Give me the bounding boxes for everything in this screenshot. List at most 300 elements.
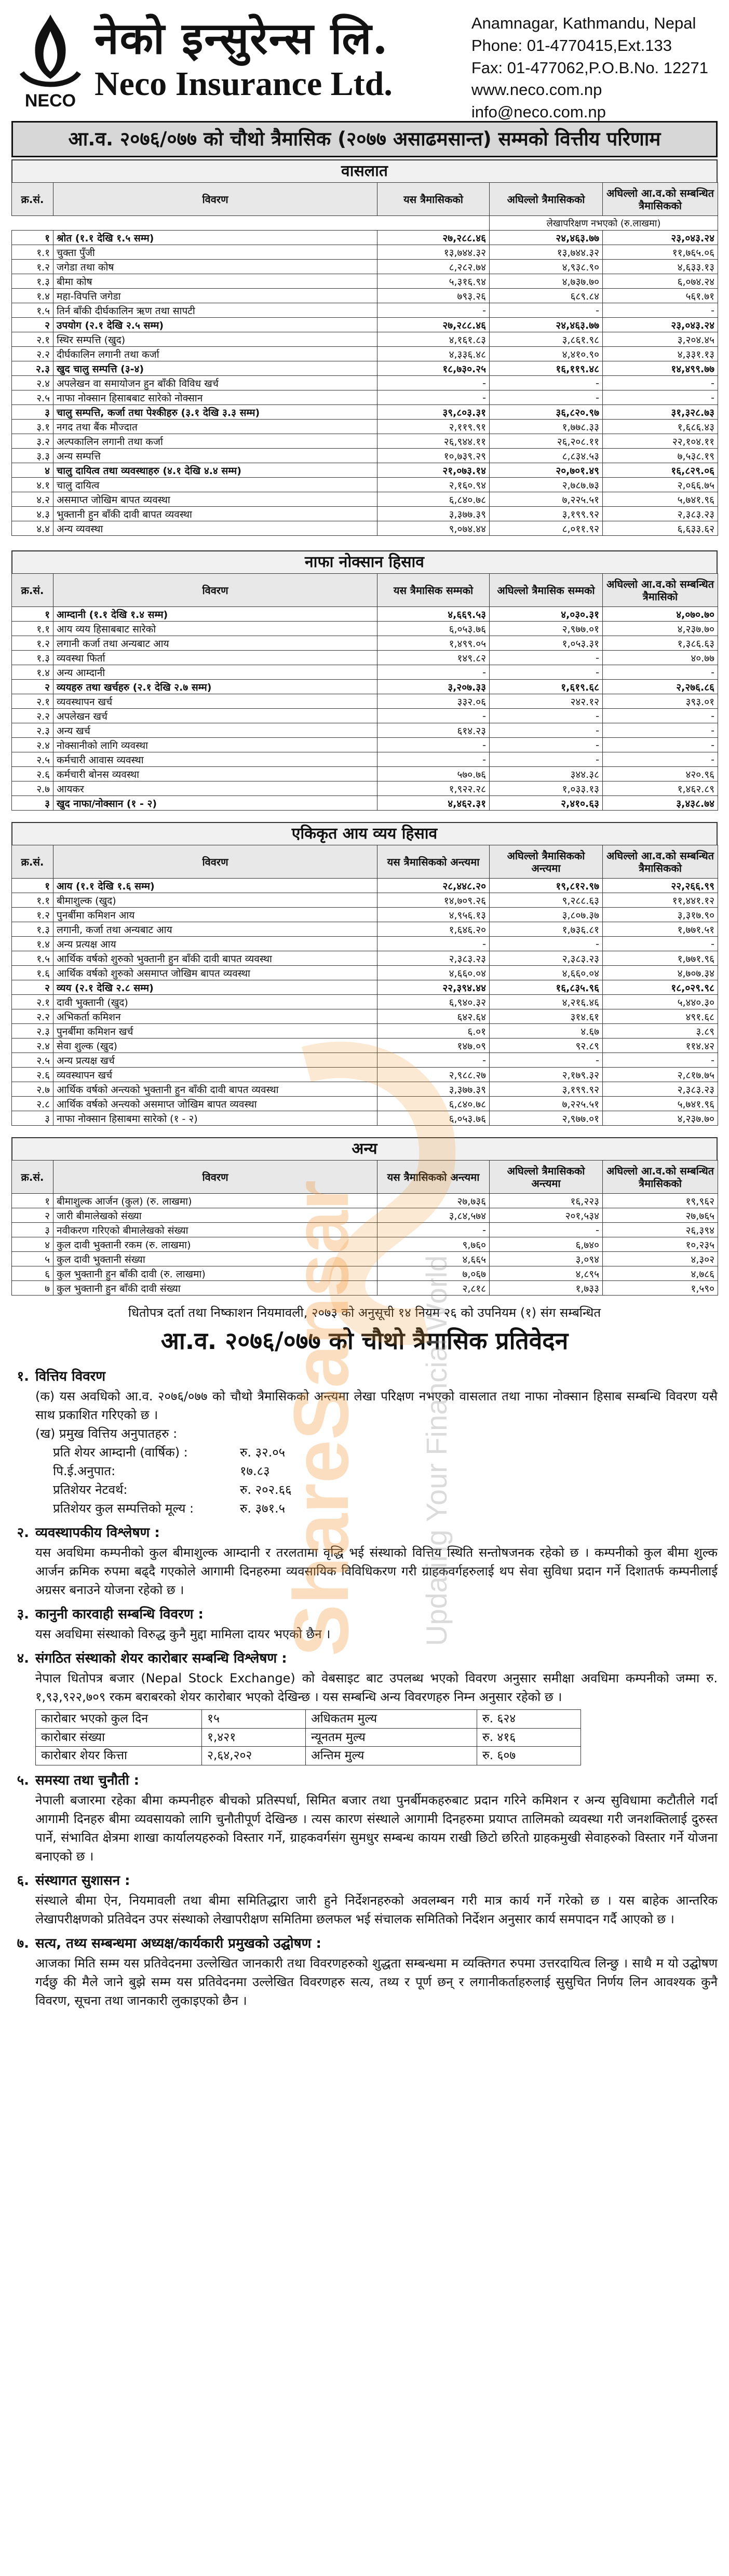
pl-body	[12, 607, 718, 811]
cell-d: अपलेखन वा समायोजन हुन बाँकी विविध खर्च	[53, 376, 377, 390]
table-row	[12, 245, 718, 260]
cell-c: -	[603, 390, 718, 405]
cell-b: २,१७९.३२	[490, 1068, 603, 1082]
table-row	[12, 723, 718, 738]
cell-a: २७,७३६	[377, 1194, 490, 1208]
table-row	[12, 449, 718, 463]
table-row	[12, 1111, 718, 1126]
cell-c: ४,६३३.१३	[603, 260, 718, 274]
table-row	[12, 463, 718, 478]
cell-a: २७,२८८.४६	[377, 318, 490, 332]
cell-c: -	[603, 376, 718, 390]
section-1-para-b: (ख) प्रमुख वित्तिय अनुपातहरु :	[35, 1426, 178, 1441]
cell-c: ७,५३८.१९	[603, 449, 718, 463]
cell-sn: १.४	[12, 665, 53, 680]
cell-b: ३४४.३८	[490, 767, 603, 781]
cell-sn: ३	[12, 1223, 53, 1237]
company-name-english: Neco Insurance Ltd.	[95, 65, 393, 103]
cell-a: २१,०७३.१४	[377, 463, 490, 478]
cell-a: १,४९९.०५	[377, 636, 490, 651]
cell-c: ५,४४०.३०	[603, 995, 718, 1009]
table-row	[12, 289, 718, 303]
ratio-row: प्रतिशेयर कुल सम्पत्तिको मूल्य : रु. ३७१.५	[53, 1501, 286, 1516]
cell-sn: २	[12, 680, 53, 694]
balance-unit: लेखापरिक्षण नभएको (रु.लाखमा)	[490, 216, 718, 231]
cell-a: २७,२८८.४६	[377, 231, 490, 245]
cell-sn: ७	[12, 1281, 53, 1296]
section-3-heading: ३. कानुनी कारवाही सम्बन्धि विवरण :	[17, 1607, 204, 1622]
pl-table	[11, 573, 718, 811]
table-row	[12, 665, 718, 680]
cell-a: ९,७६०	[377, 1237, 490, 1252]
cell-d: आय (१.१ देखि १.६ सम्म)	[53, 879, 377, 893]
cell-d: आम्दानी (१.१ देखि १.४ सम्म)	[53, 607, 377, 622]
cell-c: ४,२३७.७०	[603, 1111, 718, 1126]
cell-a: ५,३१६.९४	[377, 274, 490, 289]
cell-b: -	[490, 1223, 603, 1237]
cell-a: २,११९.९१	[377, 420, 490, 434]
cell-a: -	[377, 1223, 490, 1237]
cell-a: -	[377, 937, 490, 951]
cell-c: २७,७६५	[603, 1208, 718, 1223]
section-6-para: संस्थाले बीमा ऐन, नियमावली तथा बीमा समितिद्धारा जारी हुने निर्देशनहरुको अवलम्बन गरी मात्र कार्य गर्ने गरेको छ । यस बाहेक आन्तरिक लेखापरीक्षणको प्रतिवेदन उपर संस्थाको लेखापरीक्षण समितिमा छलफल भई संचालक समितिको निर्देशन अनुसार कार्य समपादन गर्दै आएको छ ।	[35, 1893, 718, 1926]
cell-d: नगद तथा बैंक मौज्दात	[53, 420, 377, 434]
trade-cell: कारोबार शेयर कित्ता	[36, 1747, 202, 1765]
cell-sn: २.५	[12, 1053, 53, 1068]
cell-a: ६,०५३.७६	[377, 1111, 490, 1126]
contact-email[interactable]: info@neco.com.np	[471, 103, 606, 122]
cell-c: १,५९०	[603, 1281, 718, 1296]
cell-sn: १	[12, 1194, 53, 1208]
share-trade-body	[36, 1710, 581, 1765]
section-4-heading: ४. संगठित संस्थाको शेयर कारोबार सम्बन्धि विश्लेषण :	[17, 1651, 287, 1666]
trade-cell: १५	[202, 1710, 306, 1729]
cell-sn: ६	[12, 1266, 53, 1281]
company-name-nepali: नेको इन्सुरेन्स लि.	[95, 12, 389, 64]
cell-b: २४२.१२	[490, 694, 603, 709]
cell-c: १०,२३५	[603, 1237, 718, 1252]
cell-a: -	[377, 390, 490, 405]
cell-sn: ४	[12, 463, 53, 478]
cell-d: चुक्ता पुँजी	[53, 245, 377, 260]
table-row	[12, 478, 718, 492]
trade-cell: रु. ६०७	[477, 1747, 581, 1765]
cell-a: ३९,८०३.३१	[377, 405, 490, 420]
cell-sn: ४	[12, 1237, 53, 1252]
cell-d: पुनर्बीमा कमिशन आय	[53, 908, 377, 922]
cell-a: १४९.८२	[377, 651, 490, 665]
cell-b: २,४१०.६३	[490, 796, 603, 811]
cell-d: चालु दायित्व	[53, 478, 377, 492]
cell-d: सेवा शुल्क (खुद)	[53, 1039, 377, 1053]
cell-b: १६,८३५.९६	[490, 980, 603, 995]
cell-a: १०,७३९.२९	[377, 449, 490, 463]
cell-d: चालु दायित्व तथा व्यवस्थाहरु (४.१ देखि ४.४ सम्म)	[53, 463, 377, 478]
cell-b: १६,२२३	[490, 1194, 603, 1208]
cell-b: १,६१९.६८	[490, 680, 603, 694]
cell-b: ३६,८२०.९७	[490, 405, 603, 420]
cell-b: ८,८३४.५३	[490, 449, 603, 463]
cell-b: २,७८७.७३	[490, 478, 603, 492]
cell-sn: १.३	[12, 651, 53, 665]
cell-b: -	[490, 738, 603, 752]
cell-b: ४,६६०.०४	[490, 966, 603, 980]
cell-d: व्यवस्थापन खर्च	[53, 1068, 377, 1082]
cell-c: २,०६६.७५	[603, 478, 718, 492]
cell-b: ३,८०७.३७	[490, 908, 603, 922]
contact-phone: Phone: 01-4770415,Ext.133	[471, 36, 672, 55]
cell-sn: २.२	[12, 1009, 53, 1024]
cell-b: २०१,५३४	[490, 1208, 603, 1223]
cell-sn: २.६	[12, 767, 53, 781]
trade-cell: १,४२१	[202, 1728, 306, 1747]
cell-sn: १.१	[12, 622, 53, 636]
cell-d: उपयोग (२.१ देखि २.५ सम्म)	[53, 318, 377, 332]
table-row	[12, 1223, 718, 1237]
section-5-heading: ५. समस्या तथा चुनौती :	[17, 1772, 140, 1788]
cell-c: २,३८३.२३	[603, 1082, 718, 1097]
cell-sn: २.४	[12, 738, 53, 752]
cell-sn: १	[12, 879, 53, 893]
cell-b: ४,०३०.३१	[490, 607, 603, 622]
cell-sn: १.३	[12, 274, 53, 289]
table-row	[12, 361, 718, 376]
cell-d: कुल दावी भुक्तानी संख्या	[53, 1252, 377, 1266]
cell-sn: ४.३	[12, 507, 53, 521]
cell-sn: २.८	[12, 1097, 53, 1111]
cell-c: १,७७१.५१	[603, 922, 718, 937]
cell-sn: ३	[12, 1111, 53, 1126]
cell-a: ४,४६२.३१	[377, 796, 490, 811]
table-row	[12, 781, 718, 796]
cell-sn: १.५	[12, 951, 53, 966]
cell-b: -	[490, 1053, 603, 1068]
cell-a: ४,६६०.०४	[377, 966, 490, 980]
cell-b: -	[490, 752, 603, 767]
cell-c: १६,८२९.०६	[603, 463, 718, 478]
cell-sn: २.१	[12, 995, 53, 1009]
cell-sn: १	[12, 607, 53, 622]
other-body	[12, 1194, 718, 1296]
cell-sn: १.१	[12, 245, 53, 260]
ie-col-header: अघिल्लो आ.व.को सम्बन्धित त्रैमासिकको	[603, 845, 718, 879]
table-row	[12, 1208, 718, 1223]
cell-b: ३,१९९.९२	[490, 507, 603, 521]
cell-a: २८,४४८.२०	[377, 879, 490, 893]
trade-cell: रु. ४१६	[477, 1728, 581, 1747]
cell-a: १८,७३०.२५	[377, 361, 490, 376]
cell-a: -	[377, 303, 490, 318]
cell-c: ४९१.६८	[603, 1009, 718, 1024]
cell-c: ४,३०२	[603, 1252, 718, 1266]
cell-sn: ३.३	[12, 449, 53, 463]
cell-c: ५६१.७१	[603, 289, 718, 303]
other-col-header: अघिल्लो त्रैमासिकको अन्त्यमा	[490, 1161, 603, 1194]
cell-b: ३,१९९.९२	[490, 1082, 603, 1097]
cell-d: आर्थिक वर्षको अन्त्यको असमाप्त जोखिम बापत व्यवस्था	[53, 1097, 377, 1111]
table-row	[12, 521, 718, 536]
table-row	[12, 1053, 718, 1068]
cell-c: १,६८६.४३	[603, 420, 718, 434]
section-1-heading: १. वित्तिय विवरण	[17, 1369, 106, 1384]
trade-cell: कारोबार संख्या	[36, 1728, 202, 1747]
cell-a: ६१४.२३	[377, 723, 490, 738]
cell-b: २६,२०८.११	[490, 434, 603, 449]
cell-c: -	[603, 1053, 718, 1068]
svg-text:ShareSansar: ShareSansar	[277, 1180, 365, 1656]
cell-d: पुनर्बीमा कमिशन खर्च	[53, 1024, 377, 1039]
balance-body	[12, 231, 718, 536]
table-row	[12, 879, 718, 893]
table-row	[12, 922, 718, 937]
table-row	[12, 709, 718, 723]
cell-d: आर्थिक वर्षको अन्त्यको भुक्तानी हुन बाँकी दावी बापत व्यवस्था	[53, 1082, 377, 1097]
table-row	[12, 260, 718, 274]
cell-sn: २.४	[12, 1039, 53, 1053]
cell-b: २४,४६३.७७	[490, 231, 603, 245]
section-7-para: आजका मिति सम्म यस प्रतिवेदनमा उल्लेखित जानकारी तथा विवरणहरुको शुद्धता सम्बन्धमा म व्यक्तिगत रुपमा उत्तरदायित्व लिन्छु । साथै म यो उद्घोषण गर्दछु की मैले जाने बुझे सम्म यस प्रतिवेदनमा उल्लेखित विवरणहरु सत्य, तथ्य र पूर्ण छन् र लगानीकर्ताहरुलाई सुसुचित निर्णय लिन आवश्यक कुनै विवरण, सूचना तथा जानकारी लुकाइएको छैन ।	[35, 1955, 718, 2008]
cell-sn: १.४	[12, 937, 53, 951]
cell-c: २६,३९४	[603, 1223, 718, 1237]
share-trade-table	[35, 1709, 581, 1765]
cell-a: ६४२.६४	[377, 1009, 490, 1024]
cell-b: ४,७३७.७०	[490, 274, 603, 289]
cell-c: २३,०४३.२४	[603, 318, 718, 332]
cell-b: ६,७४०	[490, 1237, 603, 1252]
contact-fax: Fax: 01-477062,P.O.B.No. 12271	[471, 58, 708, 77]
cell-d: अन्य व्यवस्था	[53, 521, 377, 536]
table-row	[12, 231, 718, 245]
cell-d: स्थिर सम्पत्ति (खुद)	[53, 332, 377, 347]
table-row	[12, 651, 718, 665]
cell-sn: १.२	[12, 260, 53, 274]
cell-sn: २.३	[12, 723, 53, 738]
cell-c: ६,०७४.२४	[603, 274, 718, 289]
balance-col-header: विवरण	[53, 183, 377, 216]
table-row	[12, 1039, 718, 1053]
table-row	[12, 908, 718, 922]
table-row	[12, 405, 718, 420]
cell-d: खुद नाफा/नोक्सान (१ - २)	[53, 796, 377, 811]
ie-header-row	[12, 845, 718, 879]
cell-c: -	[603, 709, 718, 723]
section-5-para: नेपाली बजारमा रहेका बीमा कम्पनीहरु बीचको प्रतिस्पर्धा, सिमित बजार तथा पुनर्बीमकहरुबाट प्रदान गरिने कमिशन र अन्य सुविधामा कटौतीले गर्दा आगामी दिनहरु बीमा व्यवसायको लागि चुनौतीपूर्ण देखिन्छ । त्यस कारण संस्थाले आगामी दिनहरुमा प्रयाप्त तालिमको व्यवस्था गरी जनशक्तिलाई दुरुस्त पार्ने, संभावित क्षेत्रमा शाखा कार्यालयहरुको विस्तार गर्ने, ग्राहकवर्गसंग सुमधुर सम्बन्ध कायम राखी छिटो छरितो ग्राहकमुखी सेवाहरुको विस्तार गर्ने योजना बनाएको छ ।	[35, 1792, 718, 1864]
cell-b: २०,७०१.४९	[490, 463, 603, 478]
cell-c: ४,७०७.३४	[603, 966, 718, 980]
table-row	[12, 980, 718, 995]
cell-d: कुल भुक्तानी हुन बाँकी दावी (रु. लाखमा)	[53, 1266, 377, 1281]
table-row	[12, 492, 718, 507]
cell-c: १,३८६.६३	[603, 636, 718, 651]
contact-address: Anamnagar, Kathmandu, Nepal	[471, 14, 696, 32]
section-1-para-a: (क) यस अवधिको आ.व. २०७६/०७७ को चौथो त्रैमासिकको अन्त्यमा लेखा परिक्षण नभएको वासलात तथा नाफा नोक्सान हिसाब सम्बन्धि विवरण यसै साथ प्रकाशित गरिएको छ ।	[35, 1389, 718, 1422]
cell-a: १,९२२.२८	[377, 781, 490, 796]
report-title: आ.व. २०७६/०७७ को चौथो त्रैमासिक प्रतिवेदन	[160, 1327, 569, 1355]
cell-sn: २	[12, 318, 53, 332]
cell-sn: ४.४	[12, 521, 53, 536]
cell-c: २२,१०४.११	[603, 434, 718, 449]
cell-c: ४,०७०.७०	[603, 607, 718, 622]
table-row	[12, 1266, 718, 1281]
trade-cell: २,६४,२०२	[202, 1747, 306, 1765]
table-row	[12, 1024, 718, 1039]
cell-sn: १.४	[12, 289, 53, 303]
table-row	[12, 303, 718, 318]
cell-sn: ३.१	[12, 420, 53, 434]
cell-d: नवीकरण गरिएको बीमालेखको संख्या	[53, 1223, 377, 1237]
ie-table	[11, 845, 718, 1126]
cell-sn: २.३	[12, 361, 53, 376]
cell-b: १,७७८.३३	[490, 420, 603, 434]
other-col-header: क्र.सं.	[12, 1161, 53, 1194]
cell-a: ४,६६९.५३	[377, 607, 490, 622]
cell-a: -	[377, 376, 490, 390]
cell-d: नाफा नोक्सान हिसाबमा सारेको (१ - २)	[53, 1111, 377, 1126]
cell-c: १९,९६२	[603, 1194, 718, 1208]
cell-c: २,२७६.८६	[603, 680, 718, 694]
cell-b: -	[490, 937, 603, 951]
other-header-row	[12, 1161, 718, 1194]
cell-b: -	[490, 665, 603, 680]
cell-d: चालु सम्पत्ति, कर्जा तथा पेश्कीहरु (३.१ देखि ३.३ सम्म)	[53, 405, 377, 420]
other-title: अन्य	[11, 1137, 718, 1160]
cell-a: ८,२८२.७४	[377, 260, 490, 274]
cell-d: अपलेखन खर्च	[53, 709, 377, 723]
cell-a: -	[377, 738, 490, 752]
cell-c: -	[603, 723, 718, 738]
cell-c: -	[603, 937, 718, 951]
cell-d: असमाप्त जोखिम बापत व्यवस्था	[53, 492, 377, 507]
cell-d: लगानी कर्जा तथा अन्यबाट आय	[53, 636, 377, 651]
pl-col-header: क्र.सं.	[12, 574, 53, 607]
cell-d: आयकर	[53, 781, 377, 796]
cell-d: लगानी, कर्जा तथा अन्यबाट आय	[53, 922, 377, 937]
cell-b: २,९७७.०१	[490, 1111, 603, 1126]
section-4-para: नेपाल धितोपत्र बजार (Nepal Stock Exchange) को वेबसाइट बाट उपलब्ध भएको विवरण अनुसार समीक्षा अवधिमा कम्पनीको जम्मा रु. १,९३,९२२,७०९ रकम बराबरको शेयर कारोबार भएको देखिन्छ । यस सम्बन्धि अन्य विवरणहरु निम्न अनुसार रहेको छ ।	[35, 1671, 718, 1704]
table-row	[12, 318, 718, 332]
cell-b: ६८९.८४	[490, 289, 603, 303]
cell-a: ३३२.०६	[377, 694, 490, 709]
cell-a: ७,०६७	[377, 1266, 490, 1281]
table-row	[12, 376, 718, 390]
table-row	[12, 738, 718, 752]
cell-sn: २	[12, 1208, 53, 1223]
table-row	[12, 1097, 718, 1111]
table-row	[12, 1068, 718, 1082]
ie-col-header: यस त्रैमासिकको अन्त्यमा	[377, 845, 490, 879]
trade-cell: रु. ६२४	[477, 1710, 581, 1729]
cell-b: ९,२८८.६३	[490, 893, 603, 908]
cell-a: ३,२०७.३३	[377, 680, 490, 694]
cell-sn: २.५	[12, 752, 53, 767]
cell-c: ३.८९	[603, 1024, 718, 1039]
cell-d: अन्य खर्च	[53, 723, 377, 738]
cell-c: ३,३१७.९०	[603, 908, 718, 922]
cell-b: -	[490, 651, 603, 665]
contact-block	[471, 12, 708, 124]
pl-col-header: यस त्रैमासिक सम्मको	[377, 574, 490, 607]
balance-header-row	[12, 183, 718, 216]
cell-a: १३,७४४.३२	[377, 245, 490, 260]
table-row	[12, 680, 718, 694]
cell-d: श्रोत (१.१ देखि १.५ सम्म)	[53, 231, 377, 245]
ie-col-header: विवरण	[53, 845, 377, 879]
cell-b: ९२.८९	[490, 1039, 603, 1053]
cell-c: -	[603, 665, 718, 680]
cell-a: २२,३९४.४४	[377, 980, 490, 995]
cell-a: ६,०५३.७६	[377, 622, 490, 636]
ie-col-header: अघिल्लो त्रैमासिकको अन्त्यमा	[490, 845, 603, 879]
contact-website[interactable]: www.neco.com.np	[471, 80, 602, 99]
ratio-row: पि.ई.अनुपात: १७.८३	[53, 1464, 270, 1478]
cell-d: नाफा नोक्सान हिसाबबाट सारेको नोक्सान	[53, 390, 377, 405]
cell-b: ४,८९५	[490, 1266, 603, 1281]
cell-a: -	[377, 665, 490, 680]
cell-d: व्यवस्था फिर्ता	[53, 651, 377, 665]
balance-title: वासलात	[11, 159, 718, 182]
cell-a: ३,८४,५७४	[377, 1208, 490, 1223]
cell-a: ४,६६५	[377, 1252, 490, 1266]
section-6-heading: ६. संस्थागत सुशासन :	[17, 1872, 130, 1889]
cell-b: -	[490, 376, 603, 390]
cell-a: ६,८४०.७८	[377, 1097, 490, 1111]
cell-c: १,७७१.९६	[603, 951, 718, 966]
table-row	[12, 1194, 718, 1208]
table-row	[36, 1747, 581, 1765]
cell-d: आय व्यय हिसाबबाट सारेको	[53, 622, 377, 636]
cell-b: ४,४१०.९०	[490, 347, 603, 361]
cell-b: ७,२२५.५१	[490, 492, 603, 507]
cell-d: बीमाशुल्क आर्जन (कुल) (रु. लाखमा)	[53, 1194, 377, 1208]
pl-title: नाफा नोक्सान हिसाव	[11, 550, 718, 573]
cell-b: ४,२१६.४६	[490, 995, 603, 1009]
cell-c: ३,४३८.७४	[603, 796, 718, 811]
cell-c: २२,२६६.९९	[603, 879, 718, 893]
cell-a: ४,३३६.४८	[377, 347, 490, 361]
cell-a: २,३८३.२३	[377, 951, 490, 966]
cell-b: १,७३६.८१	[490, 922, 603, 937]
cell-b: २,९७७.०१	[490, 622, 603, 636]
cell-sn: १.६	[12, 966, 53, 980]
table-row	[12, 607, 718, 622]
table-row	[12, 390, 718, 405]
table-row	[12, 951, 718, 966]
cell-sn: २.२	[12, 347, 53, 361]
cell-sn: ४.२	[12, 492, 53, 507]
cell-b: -	[490, 723, 603, 738]
cell-c: १,४६२.८९	[603, 781, 718, 796]
table-row	[12, 332, 718, 347]
cell-a: १,६४६.२०	[377, 922, 490, 937]
cell-c: ११,७६५.०६	[603, 245, 718, 260]
cell-b: ४.६७	[490, 1024, 603, 1039]
cell-c: ५,७४१.९६	[603, 1097, 718, 1111]
table-row	[12, 274, 718, 289]
cell-d: अभिकर्ता कमिशन	[53, 1009, 377, 1024]
cell-b: १,०३३.१३	[490, 781, 603, 796]
cell-d: भुक्तानी हुन बाँकी दावी बापत व्यवस्था	[53, 507, 377, 521]
cell-c: ४,३३१.१३	[603, 347, 718, 361]
cell-d: आर्थिक वर्षको शुरुको असमाप्त जोखिम बापत व्यवस्था	[53, 966, 377, 980]
svg-text:NECO: NECO	[24, 91, 76, 111]
cell-d: तिर्न बाँकी दीर्घकालिन ऋण तथा सापटी	[53, 303, 377, 318]
cell-b: ४,९३८.९०	[490, 260, 603, 274]
cell-d: व्ययहरु तथा खर्चहरु (२.१ देखि २.७ सम्म)	[53, 680, 377, 694]
ratio-row: प्रति शेयर आम्दानी (वार्षिक) : रु. ३२.०५	[53, 1445, 286, 1460]
cell-a: २,८१८	[377, 1281, 490, 1296]
cell-c: ५,७४१.९६	[603, 492, 718, 507]
cell-sn: ५	[12, 1252, 53, 1266]
